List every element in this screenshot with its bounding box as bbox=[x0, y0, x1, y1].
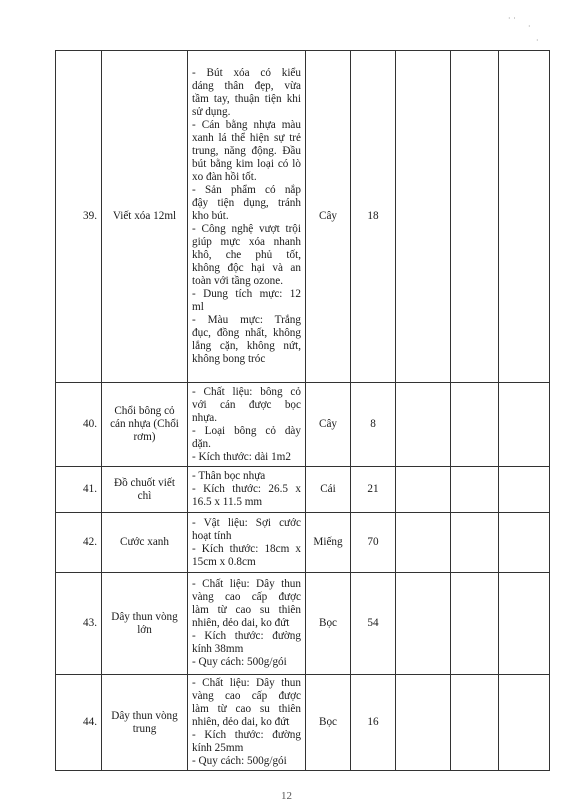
spec-line: - Quy cách: 500g/gói bbox=[192, 755, 287, 767]
spec-line: - Kích thước: đường bbox=[192, 729, 301, 741]
spec-line: - Công nghệ vượt trội bbox=[192, 223, 301, 235]
spec-line: - Chất liệu: Dây thun bbox=[192, 578, 301, 590]
scan-mark: · bbox=[528, 22, 531, 31]
spec-line: kính 38mm bbox=[192, 643, 244, 655]
spec-line: đậy tiện dụng, tránh bbox=[192, 197, 301, 209]
table-row bbox=[56, 513, 550, 573]
unit-of-measure: Bọc bbox=[306, 675, 351, 771]
unit-of-measure: Bọc bbox=[306, 573, 351, 675]
empty-cell bbox=[396, 467, 451, 513]
spec-line: toàn với tầng ozone. bbox=[192, 275, 284, 287]
spec-line: - Màu mực: Trắng bbox=[192, 314, 301, 326]
quantity: 8 bbox=[351, 383, 396, 467]
spec-line: làm từ cao su thiên bbox=[192, 703, 301, 715]
spec-line: vàng cao cấp được bbox=[192, 591, 301, 603]
spec-line: bút bằng kim loại có lò bbox=[192, 158, 301, 170]
empty-cell bbox=[396, 573, 451, 675]
row-number: 43. bbox=[56, 573, 102, 675]
empty-cell bbox=[499, 467, 550, 513]
product-name: Chổi bông cỏ cán nhựa (Chổi rơm) bbox=[102, 383, 188, 467]
page-number: 12 bbox=[281, 790, 292, 802]
spec-line: - Kích thước: dài 1m2 bbox=[192, 450, 291, 463]
table-row bbox=[56, 467, 550, 513]
spec-line: không độc hại và an bbox=[192, 262, 301, 274]
spec-line: lắng cặn, không nứt, bbox=[192, 340, 301, 352]
spec-line: với cán được bọc bbox=[192, 398, 301, 411]
spec-line: dặn. bbox=[192, 437, 211, 450]
spec-line: - Loại bông cỏ dày bbox=[192, 424, 301, 437]
empty-cell bbox=[396, 675, 451, 771]
product-specification bbox=[188, 573, 306, 675]
empty-cell bbox=[396, 51, 451, 383]
unit-of-measure: Cây bbox=[306, 51, 351, 383]
row-number: 39. bbox=[56, 51, 102, 383]
empty-cell bbox=[451, 51, 499, 383]
product-name: Cước xanh bbox=[102, 513, 188, 573]
spec-line: 16.5 x 11.5 mm bbox=[192, 496, 263, 508]
spec-line: không bong tróc bbox=[192, 353, 266, 365]
quantity: 70 bbox=[351, 513, 396, 573]
spec-line: - Thân bọc nhựa bbox=[192, 470, 266, 482]
empty-cell bbox=[451, 383, 499, 467]
product-spec-table bbox=[55, 50, 550, 771]
spec-line: tầm tay, thuận tiện khi bbox=[192, 93, 301, 105]
spec-line: ml bbox=[192, 301, 204, 313]
unit-of-measure: Cái bbox=[306, 467, 351, 513]
empty-cell bbox=[451, 573, 499, 675]
product-specification bbox=[188, 513, 306, 573]
spec-line: - Bút xóa có kiểu bbox=[192, 67, 301, 79]
unit-of-measure: Miếng bbox=[306, 513, 351, 573]
product-specification bbox=[188, 383, 306, 467]
quantity: 18 bbox=[351, 51, 396, 383]
spec-line: - Quy cách: 500g/gói bbox=[192, 656, 287, 668]
product-specification bbox=[188, 467, 306, 513]
spec-line: giúp mực xóa nhanh bbox=[192, 236, 301, 248]
spec-line: - Kích thước: 26.5 x bbox=[192, 483, 301, 495]
empty-cell bbox=[451, 513, 499, 573]
spec-line: kính 25mm bbox=[192, 742, 244, 754]
spec-line: 15cm x 0.8cm bbox=[192, 555, 256, 568]
product-specification bbox=[188, 675, 306, 771]
spec-line: - Kích thước: đường bbox=[192, 630, 301, 642]
table-row bbox=[56, 573, 550, 675]
empty-cell bbox=[499, 513, 550, 573]
spec-line: - Dung tích mực: 12 bbox=[192, 288, 301, 300]
spec-line: nhiên, dẻo dai, ko đứt bbox=[192, 617, 290, 629]
spec-line: vàng cao cấp được bbox=[192, 690, 301, 702]
product-name: Đồ chuốt viết chì bbox=[102, 467, 188, 513]
table-row bbox=[56, 51, 550, 383]
spec-line: sử dụng. bbox=[192, 106, 231, 118]
row-number: 42. bbox=[56, 513, 102, 573]
table-body bbox=[56, 51, 550, 771]
row-number: 40. bbox=[56, 383, 102, 467]
empty-cell bbox=[499, 383, 550, 467]
spec-line: khô, che phủ tốt, bbox=[192, 249, 301, 261]
spec-line: dáng thân đẹp, vừa bbox=[192, 80, 301, 92]
empty-cell bbox=[499, 675, 550, 771]
row-number: 44. bbox=[56, 675, 102, 771]
spec-line: kho bút. bbox=[192, 210, 229, 222]
product-specification bbox=[188, 51, 306, 383]
row-number: 41. bbox=[56, 467, 102, 513]
product-name: Viết xóa 12ml bbox=[102, 51, 188, 383]
product-name: Dây thun vòng lớn bbox=[102, 573, 188, 675]
quantity: 54 bbox=[351, 573, 396, 675]
table-row bbox=[56, 675, 550, 771]
spec-line: - Chất liệu: bông cỏ bbox=[192, 385, 301, 398]
empty-cell bbox=[451, 467, 499, 513]
spec-line: hoạt tính bbox=[192, 529, 232, 542]
quantity: 21 bbox=[351, 467, 396, 513]
empty-cell bbox=[499, 51, 550, 383]
scan-mark: · · bbox=[508, 14, 516, 23]
spec-line: nhiên, dẻo dai, ko đứt bbox=[192, 716, 290, 728]
empty-cell bbox=[451, 675, 499, 771]
quantity: 16 bbox=[351, 675, 396, 771]
spec-line: - Vật liệu: Sợi cước bbox=[192, 516, 301, 529]
spec-line: đục, đồng nhất, không bbox=[192, 327, 301, 339]
spec-line: làm từ cao su thiên bbox=[192, 604, 301, 616]
spec-line: nhựa. bbox=[192, 411, 218, 424]
table-row bbox=[56, 383, 550, 467]
spec-line: - Sản phẩm có nắp bbox=[192, 184, 301, 196]
spec-line: xo đàn hồi tốt. bbox=[192, 171, 257, 183]
empty-cell bbox=[396, 513, 451, 573]
spec-line: trung, năng động. Đầu bbox=[192, 145, 301, 157]
spec-line: xanh lá thể hiện sự trẻ bbox=[192, 132, 301, 144]
spec-line: - Kích thước: 18cm x bbox=[192, 542, 301, 555]
spec-line: - Chất liệu: Dây thun bbox=[192, 677, 301, 689]
unit-of-measure: Cây bbox=[306, 383, 351, 467]
scan-mark: · bbox=[536, 36, 539, 45]
empty-cell bbox=[499, 573, 550, 675]
spec-line: - Cán bằng nhựa màu bbox=[192, 119, 301, 131]
product-name: Dây thun vòng trung bbox=[102, 675, 188, 771]
empty-cell bbox=[396, 383, 451, 467]
